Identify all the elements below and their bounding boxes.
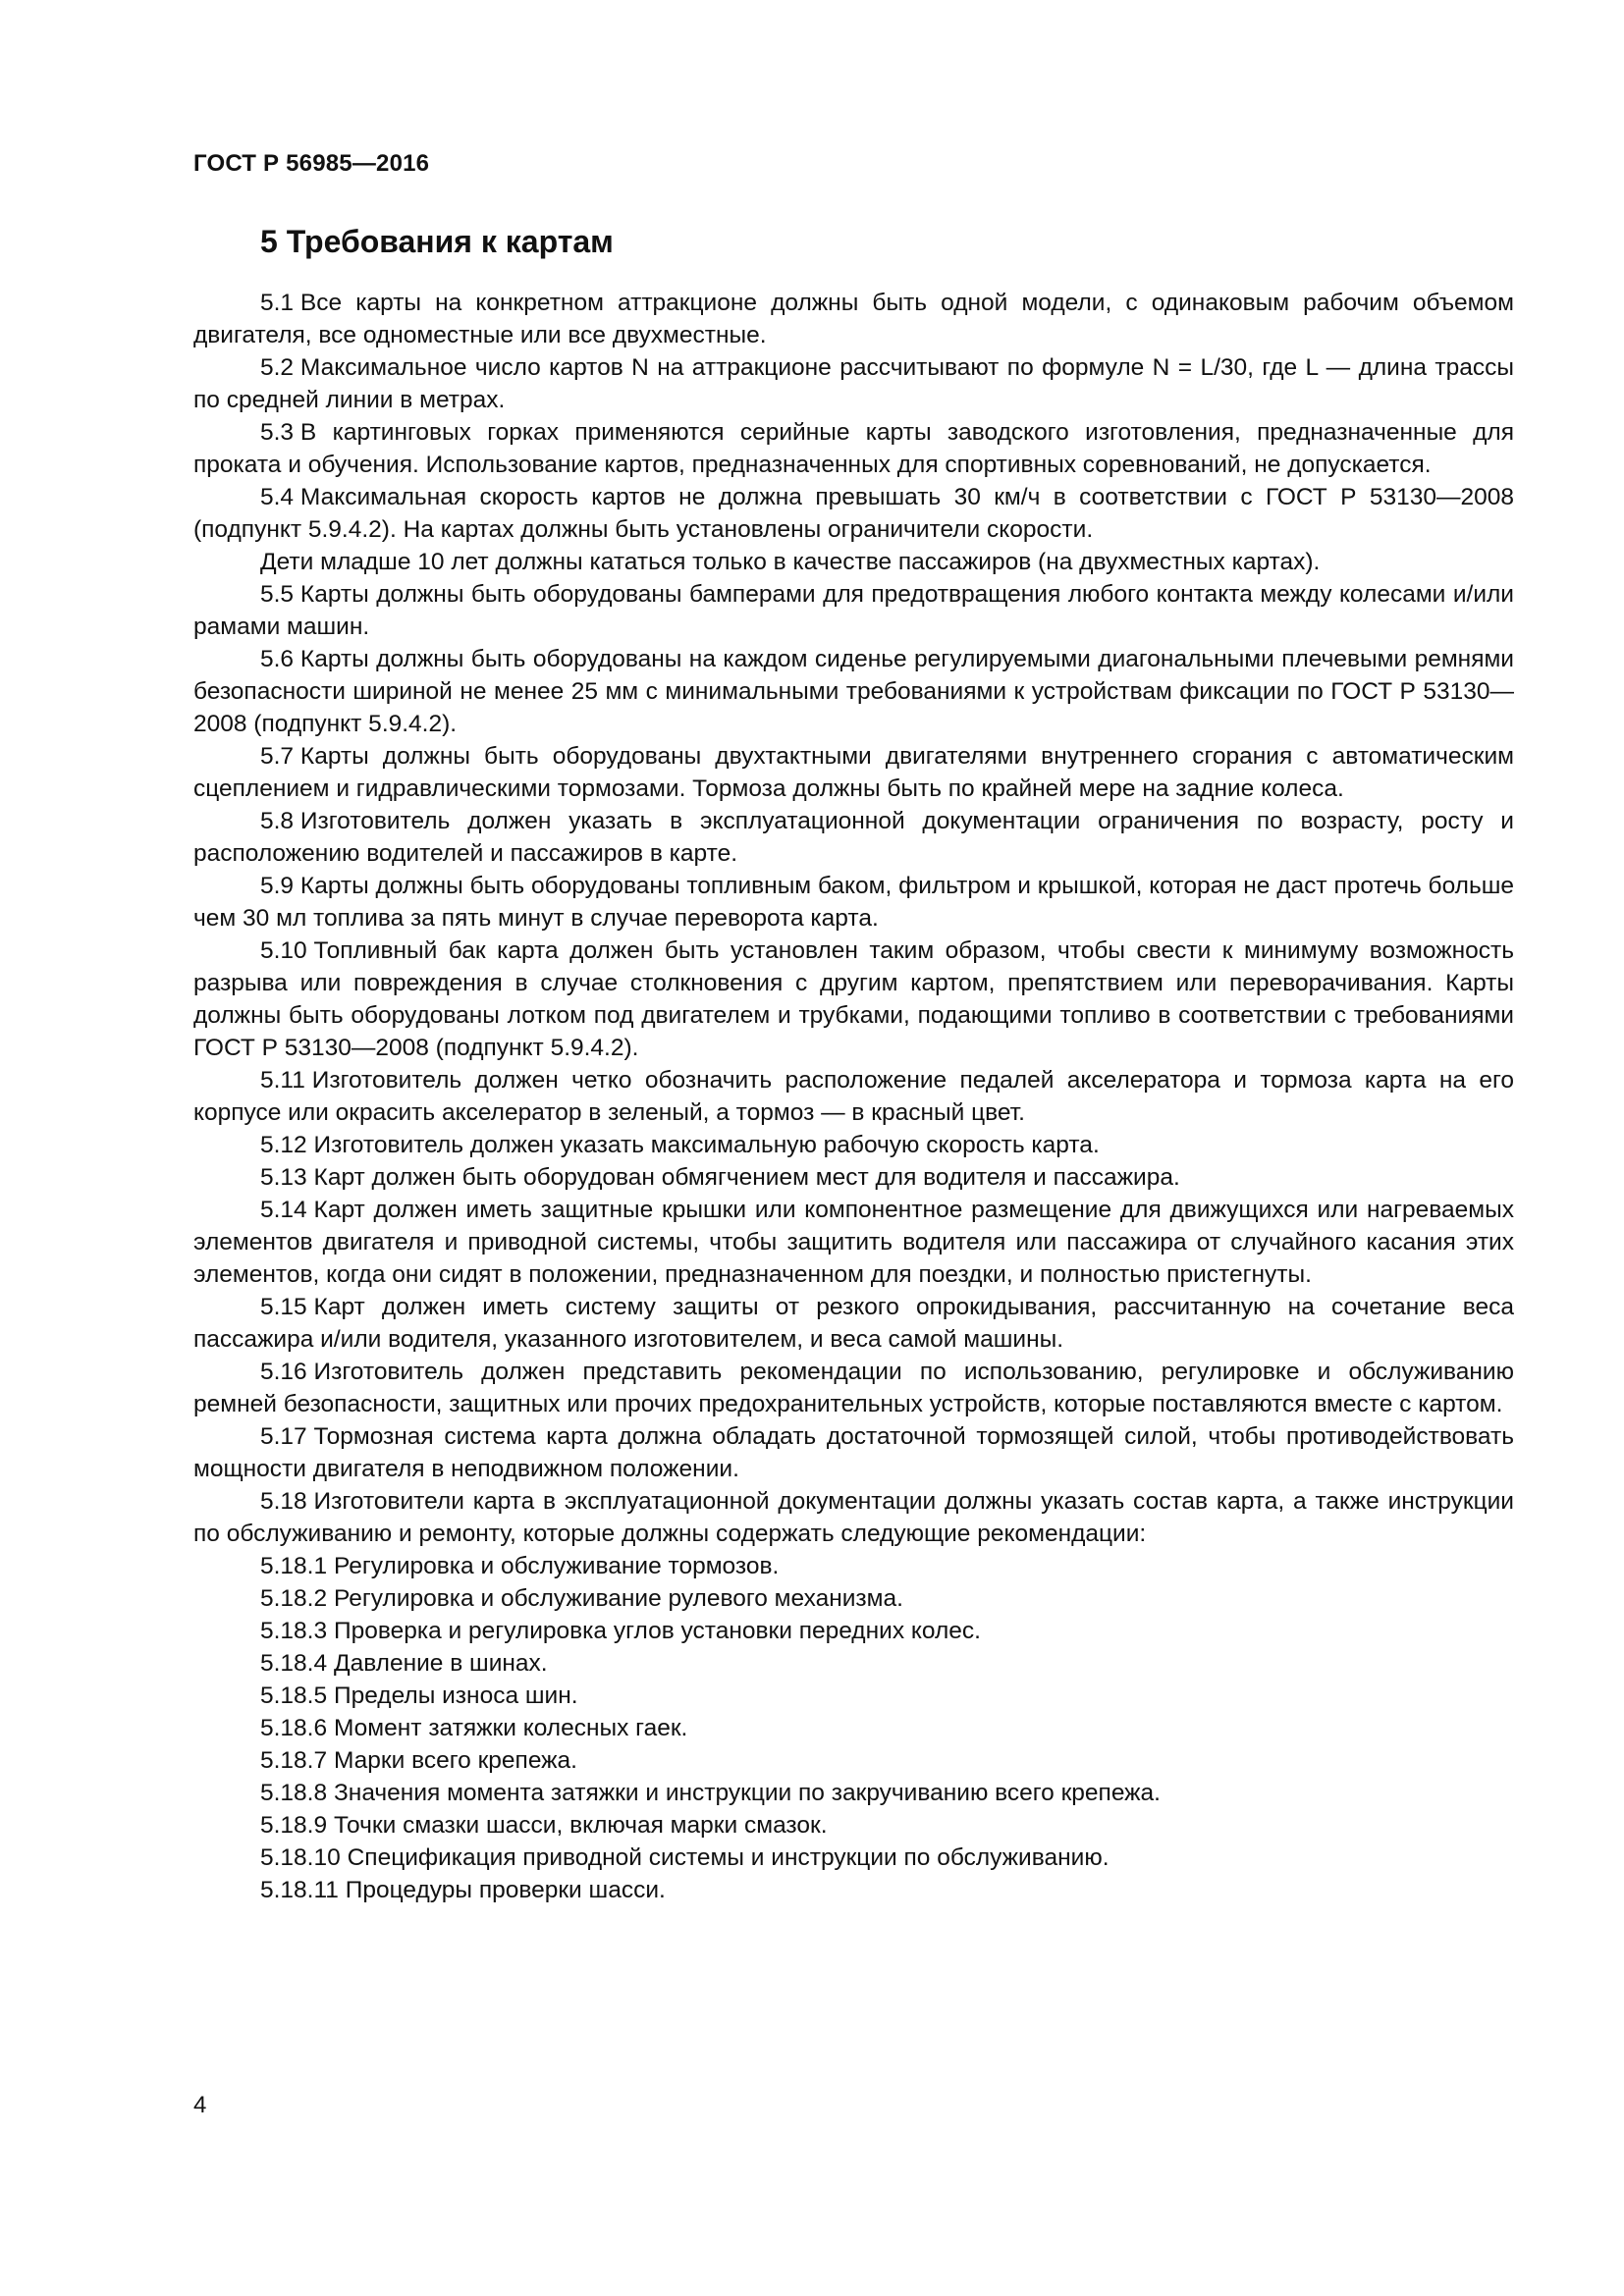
paragraph-5-10 xyxy=(193,934,1514,1064)
item-number: 5.18.9 xyxy=(260,1812,328,1839)
paragraph-number: 5.1 xyxy=(260,290,295,316)
item-text: Давление в шинах. xyxy=(333,1650,548,1677)
paragraph-5-5 xyxy=(193,578,1514,643)
paragraph-number: 5.12 xyxy=(260,1132,307,1158)
item-text: Пределы износа шин. xyxy=(333,1682,578,1709)
paragraph-text: Тормозная система карта должна обладать достаточной тормозящей силой, чтобы противодействовать мощности двигателя в неподвижном положении. xyxy=(193,1423,1514,1482)
item-number: 5.18.6 xyxy=(260,1715,328,1741)
paragraph-number: 5.14 xyxy=(260,1197,307,1223)
paragraph-text: Карт должен иметь защитные крышки или компонентное размещение для движущихся или нагреваемых элементов двигателя и приводной системы, чтобы защитить водителя или пассажира от случайного касания этих элементов, когда они сидят в положении, предназначенном для поездки, и полностью пристегнуты. xyxy=(193,1197,1514,1288)
page-number: 4 xyxy=(193,2092,207,2118)
paragraph-5-16 xyxy=(193,1356,1514,1420)
item-text: Значения момента затяжки и инструкции по закручиванию всего крепежа. xyxy=(333,1780,1161,1806)
list-item-5-18-9 xyxy=(193,1809,1514,1842)
paragraph-5-17 xyxy=(193,1420,1514,1485)
section-body xyxy=(193,287,1514,1906)
item-text: Регулировка и обслуживание тормозов. xyxy=(333,1553,780,1579)
list-item-5-18-1 xyxy=(193,1550,1514,1582)
item-number: 5.18.11 xyxy=(260,1877,339,1903)
list-item-5-18-3 xyxy=(193,1615,1514,1647)
paragraph-text: Карт должен быть оборудован обмягчением мест для водителя и пассажира. xyxy=(313,1164,1180,1191)
list-item-5-18-11 xyxy=(193,1874,1514,1906)
item-number: 5.18.4 xyxy=(260,1650,328,1677)
item-number: 5.18.10 xyxy=(260,1844,341,1871)
paragraph-5-4-note xyxy=(193,546,1514,578)
item-number: 5.18.3 xyxy=(260,1618,328,1644)
paragraph-text: Карт должен иметь систему защиты от резкого опрокидывания, рассчитанную на сочетание веса пассажира и/или водителя, указанного изготовителем, и веса самой машины. xyxy=(193,1294,1514,1353)
paragraph-text: Изготовитель должен представить рекомендации по использованию, регулировке и обслуживанию ремней безопасности, защитных или прочих предохранительных устройств, которые поставляются вместе с картом. xyxy=(193,1359,1514,1417)
paragraph-5-12 xyxy=(193,1129,1514,1161)
paragraph-text: Карты должны быть оборудованы бамперами для предотвращения любого контакта между колесами и/или рамами машин. xyxy=(193,581,1514,640)
list-item-5-18-10 xyxy=(193,1842,1514,1874)
paragraph-5-13 xyxy=(193,1161,1514,1194)
paragraph-text: Изготовитель должен четко обозначить расположение педалей акселератора и тормоза карта на его корпусе или окрасить акселератор в зеленый, а тормоз — в красный цвет. xyxy=(193,1067,1514,1126)
paragraph-number: 5.16 xyxy=(260,1359,307,1385)
list-item-5-18-5 xyxy=(193,1680,1514,1712)
section-title: 5 Требования к картам xyxy=(260,224,614,259)
item-text: Регулировка и обслуживание рулевого механизма. xyxy=(333,1585,903,1612)
paragraph-5-15 xyxy=(193,1291,1514,1356)
paragraph-text: Карты должны быть оборудованы двухтактными двигателями внутреннего сгорания с автоматическим сцеплением и гидравлическими тормозами. Тормоза должны быть по крайней мере на задние колеса. xyxy=(193,743,1514,802)
paragraph-text: В картинговых горках применяются серийные карты заводского изготовления, предназначенные для проката и обучения. Использование картов, предназначенных для спортивных соревнований, не допускается. xyxy=(193,419,1514,478)
list-item-5-18-4 xyxy=(193,1647,1514,1680)
paragraph-5-4 xyxy=(193,481,1514,546)
paragraph-number: 5.2 xyxy=(260,354,295,381)
item-number: 5.18.8 xyxy=(260,1780,328,1806)
item-text: Марки всего крепежа. xyxy=(333,1747,577,1774)
item-number: 5.18.5 xyxy=(260,1682,328,1709)
paragraph-text: Дети младше 10 лет должны кататься только в качестве пассажиров (на двухместных картах). xyxy=(260,549,1321,575)
paragraph-text: Карты должны быть оборудованы топливным баком, фильтром и крышкой, которая не даст протечь больше чем 30 мл топлива за пять минут в случае переворота карта. xyxy=(193,873,1514,932)
paragraph-text: Изготовители карта в эксплуатационной документации должны указать состав карта, а также инструкции по обслуживанию и ремонту, которые должны содержать следующие рекомендации: xyxy=(193,1488,1514,1547)
paragraph-number: 5.4 xyxy=(260,484,295,510)
paragraph-number: 5.7 xyxy=(260,743,295,770)
paragraph-5-14 xyxy=(193,1194,1514,1291)
item-number: 5.18.7 xyxy=(260,1747,328,1774)
paragraph-text: Топливный бак карта должен быть установлен таким образом, чтобы свести к минимуму возможность разрыва или повреждения в случае столкновения с другим картом, препятствием или переворачивания. Карты должны быть оборудованы лотком под двигателем и трубками, подающими топливо в соответствии с требованиями ГОСТ Р 53130—2008 (подпункт 5.9.4.2). xyxy=(193,937,1514,1061)
paragraph-number: 5.18 xyxy=(260,1488,307,1515)
paragraph-text: Максимальное число картов N на аттракционе рассчитывают по формуле N = L/30, где L — длина трассы по средней линии в метрах. xyxy=(193,354,1514,413)
paragraph-text: Изготовитель должен указать максимальную рабочую скорость карта. xyxy=(313,1132,1100,1158)
paragraph-number: 5.15 xyxy=(260,1294,307,1320)
item-text: Момент затяжки колесных гаек. xyxy=(333,1715,688,1741)
paragraph-5-2 xyxy=(193,351,1514,416)
paragraph-5-18 xyxy=(193,1485,1514,1550)
item-text: Спецификация приводной системы и инструкции по обслуживанию. xyxy=(347,1844,1110,1871)
paragraph-5-6 xyxy=(193,643,1514,740)
paragraph-text: Максимальная скорость картов не должна превышать 30 км/ч в соответствии с ГОСТ Р 53130—2008 (подпункт 5.9.4.2). На картах должны быть установлены ограничители скорости. xyxy=(193,484,1514,543)
paragraph-number: 5.11 xyxy=(260,1067,305,1094)
paragraph-5-7 xyxy=(193,740,1514,805)
list-item-5-18-6 xyxy=(193,1712,1514,1744)
item-number: 5.18.2 xyxy=(260,1585,328,1612)
paragraph-5-1 xyxy=(193,287,1514,351)
paragraph-5-9 xyxy=(193,870,1514,934)
item-number: 5.18.1 xyxy=(260,1553,328,1579)
paragraph-number: 5.5 xyxy=(260,581,295,608)
item-text: Точки смазки шасси, включая марки смазок. xyxy=(333,1812,828,1839)
list-item-5-18-2 xyxy=(193,1582,1514,1615)
paragraph-number: 5.13 xyxy=(260,1164,307,1191)
paragraph-number: 5.6 xyxy=(260,646,295,672)
paragraph-5-3 xyxy=(193,416,1514,481)
paragraph-number: 5.9 xyxy=(260,873,295,899)
list-item-5-18-8 xyxy=(193,1777,1514,1809)
list-item-5-18-7 xyxy=(193,1744,1514,1777)
paragraph-number: 5.17 xyxy=(260,1423,307,1450)
paragraph-text: Изготовитель должен указать в эксплуатационной документации ограничения по возрасту, росту и расположению водителей и пассажиров в карте. xyxy=(193,808,1514,867)
document-code-header: ГОСТ Р 56985—2016 xyxy=(193,150,430,177)
paragraph-number: 5.8 xyxy=(260,808,295,834)
paragraph-5-11 xyxy=(193,1064,1514,1129)
paragraph-number: 5.10 xyxy=(260,937,307,964)
paragraph-number: 5.3 xyxy=(260,419,295,446)
paragraph-text: Все карты на конкретном аттракционе должны быть одной модели, с одинаковым рабочим объемом двигателя, все одноместные или все двухместные. xyxy=(193,290,1514,348)
item-text: Проверка и регулировка углов установки передних колес. xyxy=(333,1618,981,1644)
paragraph-text: Карты должны быть оборудованы на каждом сиденье регулируемыми диагональными плечевыми ремнями безопасности шириной не менее 25 мм с минимальными требованиями к устройствам фиксации по ГОСТ Р 53130—2008 (подпункт 5.9.4.2). xyxy=(193,646,1514,737)
item-text: Процедуры проверки шасси. xyxy=(345,1877,666,1903)
paragraph-5-8 xyxy=(193,805,1514,870)
